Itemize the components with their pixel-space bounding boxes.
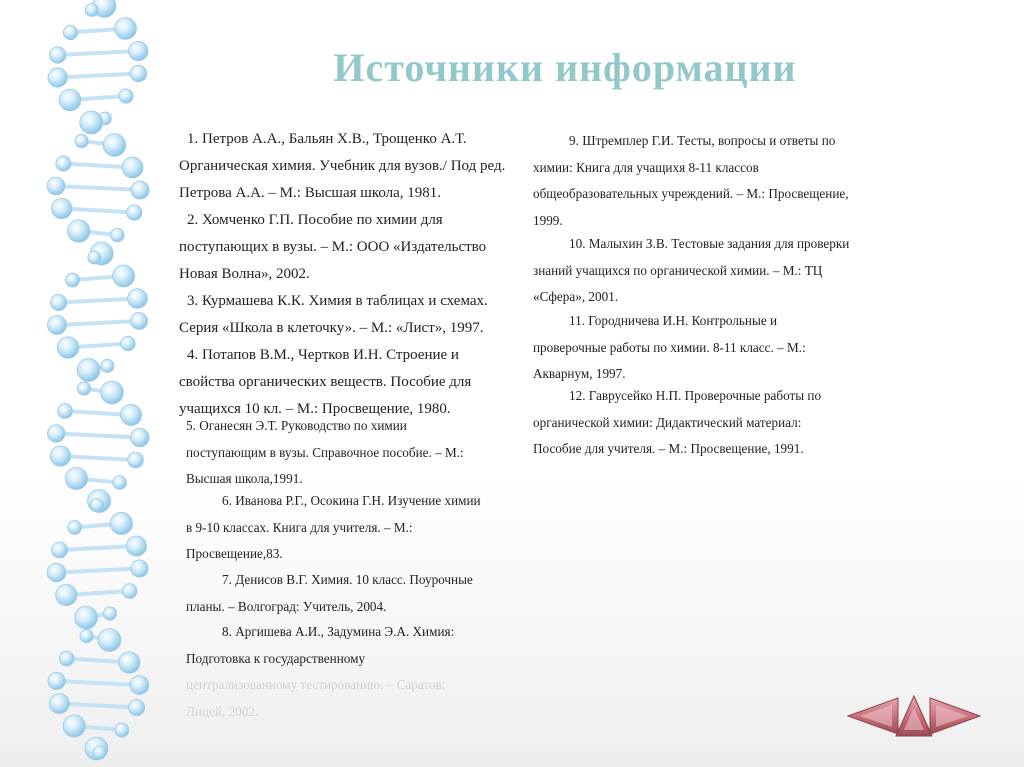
forward-arrow-icon[interactable]	[930, 698, 980, 734]
dna-bead	[115, 18, 137, 40]
dna-rung	[57, 681, 140, 685]
dna-bead	[128, 452, 144, 468]
dna-bead	[130, 676, 149, 695]
reference-item-7: 7. Денисов В.Г. Химия. 10 класс. Поурочные планы. – Волгоград: Учитель, 2004.	[186, 572, 473, 614]
dna-rung	[59, 704, 136, 708]
dna-bead	[77, 382, 90, 395]
dna-bead	[48, 68, 67, 87]
dna-bead	[93, 746, 106, 759]
reference-item-5: 5. Оганесян Э.Т. Руководство по химии поступающим в вузы. Справочное пособие. – М.: Высшая школа,1991.	[186, 418, 464, 486]
dna-bead	[68, 521, 82, 535]
dna-rung	[56, 569, 139, 573]
dna-bead	[59, 89, 81, 111]
dna-bead	[65, 467, 87, 489]
reference-item-10: 10. Малыхин З.В. Тестовые задания для проверки знаний учащихся по органической химии. – М.: ТЦ «Сфера», 2001.	[533, 236, 850, 304]
dna-bead	[75, 606, 98, 629]
dna-bead	[47, 563, 66, 582]
dna-bead	[121, 336, 135, 350]
dna-rung	[62, 209, 135, 213]
reference-item-12: 12. Гаврусейко Н.П. Проверочные работы по органической химии: Дидактический материал: Пособие для учителя. – М.: Просвещение, 1991.	[533, 388, 822, 456]
dna-bead	[65, 273, 79, 287]
dna-rung	[60, 456, 135, 460]
reference-item-11: 11. Городничева И.Н. Контрольные и проверочные работы по химии. 8-11 класс. – М.: Акварнум, 1997.	[533, 313, 806, 381]
dna-bead	[103, 134, 126, 157]
dna-bead	[129, 699, 145, 715]
dna-bead	[131, 181, 149, 199]
dna-bead	[63, 715, 85, 737]
dna-bead	[50, 446, 70, 466]
reference-item-4: 4. Потапов В.М., Чертков И.Н. Строение и свойства органических веществ. Пособие для учащихся 10 кл. – М.: Просвещение, 1980.	[179, 347, 472, 417]
dna-bead	[80, 111, 103, 134]
dna-bead	[127, 205, 142, 220]
dna-bead	[120, 404, 141, 425]
dna-bead	[110, 512, 132, 534]
dna-bead	[58, 404, 73, 419]
reference-item-6: 6. Иванова Р.Г., Осокина Г.Н. Изучение химии в 9-10 классах. Книга для учителя. – М.: Просвещение,83.	[186, 493, 481, 561]
navigation-buttons	[846, 694, 982, 738]
dna-bead	[49, 47, 66, 64]
reference-item-8-continued: централизованному тестированию. – Саратов: Лицей, 2002.	[186, 677, 446, 719]
dna-bead	[113, 476, 127, 490]
dna-bead	[57, 337, 79, 359]
back-arrow-icon[interactable]	[848, 698, 898, 734]
dna-bead	[119, 89, 133, 103]
dna-bead	[75, 134, 88, 147]
dna-bead	[111, 228, 125, 242]
dna-bead	[47, 177, 65, 195]
dna-bead	[63, 25, 77, 39]
dna-bead	[47, 315, 66, 334]
dna-rung	[60, 546, 137, 550]
dna-bead	[59, 651, 74, 666]
dna-bead	[56, 584, 77, 605]
dna-bead	[48, 672, 65, 689]
reference-item-9: 9. Штремплер Г.И. Тесты, вопросы и ответы по химии: Книга для учащихя 8-11 классов общеобразовательных учреждений. – М.: Просвещение, 1999.	[533, 133, 849, 228]
dna-bead	[80, 629, 93, 642]
dna-bead	[67, 220, 89, 242]
dna-bead	[88, 251, 101, 264]
dna-bead	[101, 381, 124, 404]
dna-bead	[113, 265, 135, 287]
page-title: Источники информации	[333, 45, 797, 90]
dna-rung	[56, 186, 140, 190]
return-icon[interactable]	[896, 696, 932, 736]
dna-rung	[59, 299, 138, 303]
dna-rung	[57, 321, 139, 325]
dna-bead	[131, 313, 148, 330]
dna-bead	[50, 294, 66, 310]
dna-bead	[85, 3, 98, 16]
dna-helix-icon	[0, 0, 200, 767]
dna-bead	[126, 536, 146, 556]
dna-bead	[98, 629, 121, 652]
dna-rung	[58, 51, 139, 55]
dna-bead	[103, 607, 116, 620]
dna-bead	[128, 289, 148, 309]
dna-bead	[77, 359, 100, 382]
reference-item-3: 3. Курмашева К.К. Химия в таблицах и схемах. Серия «Школа в клеточку». – М.: «Лист», 1997.	[179, 293, 488, 336]
dna-bead	[131, 428, 150, 447]
dna-bead	[129, 41, 148, 60]
dna-bead	[101, 359, 114, 372]
dna-bead	[119, 652, 140, 673]
dna-bead	[56, 156, 71, 171]
dna-bead	[130, 65, 147, 82]
dna-bead	[90, 498, 103, 511]
reference-item-8: 8. Аргишева А.И., Задумина Э.А. Химия: Подготовка к государственному	[186, 624, 455, 666]
dna-bead	[49, 694, 69, 714]
dna-rung	[56, 434, 140, 438]
dna-bead	[115, 723, 129, 737]
reference-item-1: 1. Петров А.А., Бальян Х.В., Трощенко А.Т. Органическая химия. Учебник для вузов./ Под ред. Петрова А.А. – М.: Высшая школа, 1981.	[179, 131, 506, 201]
dna-bead	[51, 198, 72, 219]
reference-item-2: 2. Хомченко Г.П. Пособие по химии для поступающих в вузы. – М.: ООО «Издательство Новая Волна», 2002.	[179, 212, 487, 282]
dna-rung	[58, 74, 139, 78]
dna-bead	[47, 425, 64, 442]
dna-bead	[52, 542, 68, 558]
dna-bead	[122, 584, 137, 599]
dna-bead	[122, 157, 143, 178]
dna-bead	[131, 560, 148, 577]
